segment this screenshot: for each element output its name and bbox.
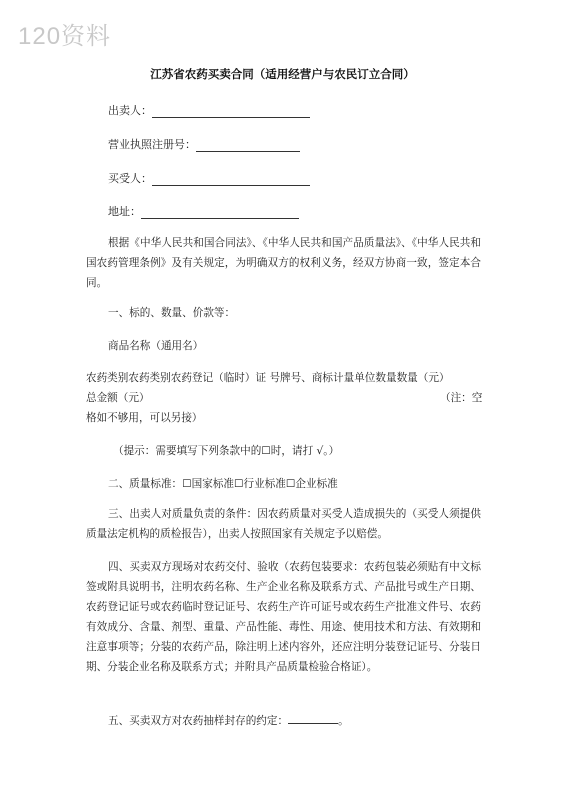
watermark-logo: 120资料: [18, 23, 112, 50]
product-name-label: 商品名称（通用名）: [108, 340, 204, 352]
section-1-heading: 一、标的、数量、价款等：: [108, 307, 236, 319]
address-field: [108, 203, 299, 219]
buyer-label: 买受人：: [108, 172, 152, 185]
buyer-field: [108, 170, 310, 186]
buyer-blank[interactable]: [152, 173, 310, 186]
seller-field: [108, 102, 310, 118]
table-columns-line: 农药类别农药类别农药登记（临时）证 号牌号、商标计量单位数量数量（元）: [86, 372, 450, 384]
license-field: [108, 136, 300, 152]
note-text-b: 格如不够用，可以另接）: [86, 412, 203, 424]
contract-title: 江苏省农药买卖合同（适用经营户与农民订立合同）: [150, 67, 415, 81]
section-5-end: 。: [338, 715, 349, 727]
hint-text: （提示：需要填写下列条款中的☐时，请打 √。）: [113, 445, 340, 457]
seller-label: 出卖人：: [108, 104, 152, 117]
total-amount-label: 总金额（元）: [86, 392, 150, 404]
seller-blank[interactable]: [152, 105, 310, 118]
license-label: 营业执照注册号：: [108, 138, 196, 151]
address-blank[interactable]: [141, 206, 299, 219]
preamble-paragraph: 根据《中华人民共和国合同法》、《中华人民共和国产品质量法》、《中华人民共和国农药管理条例》及有关规定，为明确双方的权利义务，经双方协商一致，签定本合同。: [86, 237, 481, 289]
note-text-a: （注：空: [440, 392, 483, 404]
section-5-blank[interactable]: [288, 712, 338, 724]
section-2-quality-standard: 二、质量标准：☐国家标准☐行业标准☐企业标准: [108, 478, 338, 490]
section-3-paragraph: 三、出卖人对质量负责的条件：因农药质量对买受人造成损失的（买受人须提供质量法定机构的质检报告），出卖人按照国家有关规定予以赔偿。: [86, 508, 481, 540]
section-5-line: [108, 712, 349, 728]
license-blank[interactable]: [196, 139, 300, 152]
section-5-text: 五、买卖双方对农药抽样封存的约定：: [108, 715, 289, 727]
section-4-paragraph: 四、买卖双方现场对农药交付、验收（农药包装要求：农药包装必须贴有中文标签或附具说明书，注明农药名称、生产企业名称及联系方式、产品批号或生产日期、农药登记证号或农药临时登记证号、农药生产许可证号或农药生产批准文件号、农药有效成分、含量、剂型、重量、产品性能、毒性、用途、使用技术和方法、有效期和注意事项等；分装的农药产品，除注明上述内容外，还应注明分装登记证号、分装日期、分装企业名称及联系方式；并附具产品质量检验合格证）。: [86, 561, 481, 673]
address-label: 地址：: [108, 205, 141, 218]
